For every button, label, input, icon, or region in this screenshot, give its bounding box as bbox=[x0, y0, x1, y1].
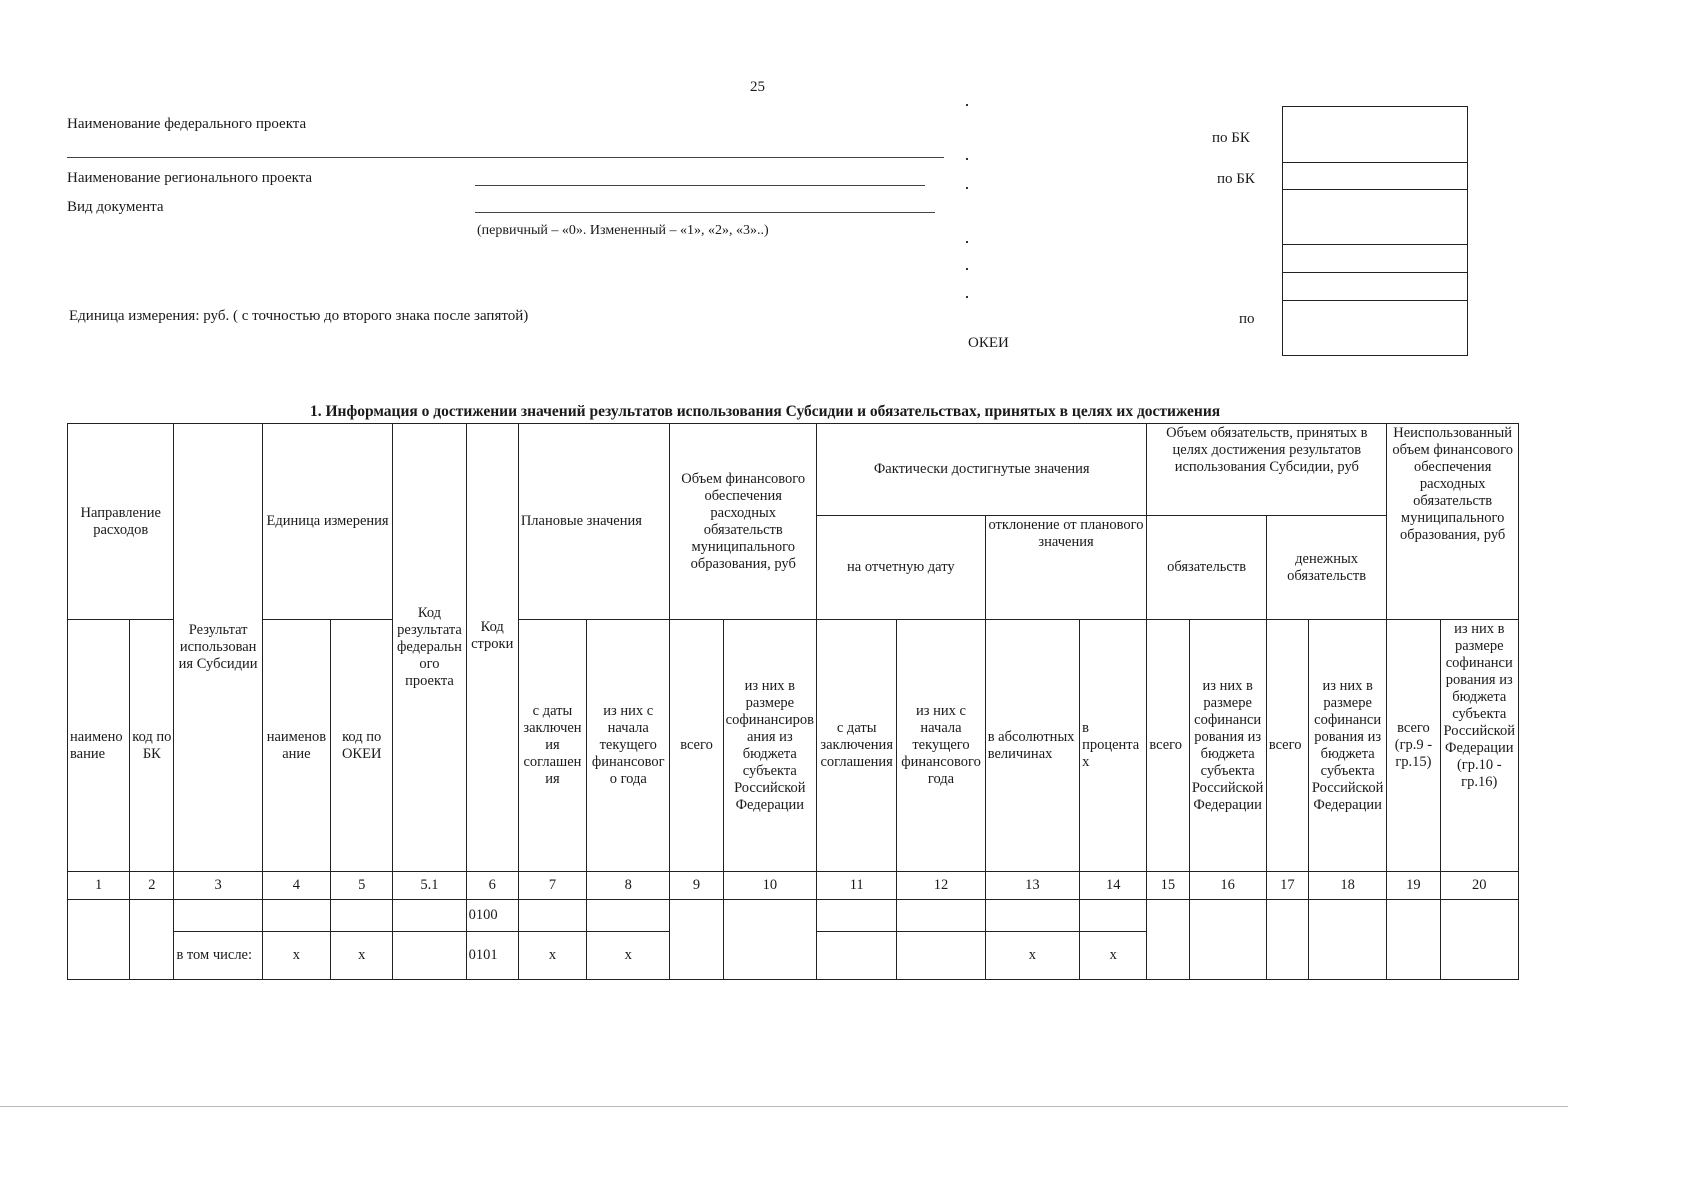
cell-input[interactable] bbox=[331, 900, 393, 932]
col-number: 19 bbox=[1387, 872, 1440, 900]
cell-input[interactable] bbox=[1080, 900, 1147, 932]
col-number: 15 bbox=[1147, 872, 1189, 900]
cell-input[interactable] bbox=[393, 932, 466, 980]
line-code-0100: 0100 bbox=[466, 900, 518, 932]
page-bottom-rule bbox=[0, 1106, 1568, 1107]
col-cofin: из них в размере софинансирования из бюджета субъекта Российской Федерации bbox=[723, 620, 816, 872]
cell-input[interactable] bbox=[174, 900, 262, 932]
header-on-date: на отчетную дату bbox=[817, 516, 986, 620]
cell-input[interactable] bbox=[262, 900, 330, 932]
cell-input[interactable] bbox=[1147, 900, 1189, 980]
col-number: 1 bbox=[68, 872, 130, 900]
col-number: 8 bbox=[587, 872, 670, 900]
cell-input[interactable] bbox=[817, 932, 897, 980]
cell-input[interactable] bbox=[985, 900, 1079, 932]
po-bk-label-2: по БК bbox=[1217, 171, 1255, 187]
cell-input[interactable] bbox=[518, 900, 586, 932]
col-from-year: из них с начала текущего финансового года bbox=[587, 620, 670, 872]
col-number: 2 bbox=[130, 872, 174, 900]
col-bk: код по БК bbox=[130, 620, 174, 872]
federal-project-label: Наименование федерального проекта bbox=[67, 116, 307, 132]
col-unused-total: всего (гр.9 - гр.15) bbox=[1387, 620, 1440, 872]
dot-mark bbox=[966, 187, 968, 189]
doc-type-label: Вид документа bbox=[67, 199, 164, 215]
x-mark: x bbox=[985, 932, 1079, 980]
cell-input[interactable] bbox=[130, 900, 174, 980]
header-obligations: Объем обязательств, принятых в целях достижения результатов использования Субсидии, руб bbox=[1147, 424, 1387, 516]
col-number: 4 bbox=[262, 872, 330, 900]
po-label: по bbox=[1239, 311, 1255, 327]
cell-input[interactable] bbox=[897, 932, 985, 980]
codes-box-divider bbox=[1283, 244, 1467, 245]
dot-mark bbox=[966, 158, 968, 160]
column-numbers-row bbox=[68, 872, 1519, 900]
col-unit-name: наименование bbox=[262, 620, 330, 872]
doc-type-hint: (первичный – «0». Измененный – «1», «2», «3»..) bbox=[477, 223, 769, 238]
col-fact-from-year: из них с начала текущего финансового года bbox=[897, 620, 985, 872]
cell-input[interactable] bbox=[1266, 900, 1308, 980]
col-number: 20 bbox=[1440, 872, 1518, 900]
x-mark: x bbox=[587, 932, 670, 980]
cell-input[interactable] bbox=[670, 900, 723, 980]
okei-label: ОКЕИ bbox=[968, 335, 1009, 351]
federal-project-field[interactable] bbox=[67, 157, 944, 158]
col-number: 7 bbox=[518, 872, 586, 900]
header-direction: Направление расходов bbox=[68, 424, 174, 620]
header-unit: Единица измерения bbox=[262, 424, 393, 620]
header-unused: Неиспользованный объем финансового обеспечения расходных обязательств муниципального образования, руб bbox=[1387, 424, 1519, 620]
header-actual: Фактически достигнутые значения bbox=[817, 424, 1147, 516]
col-number: 14 bbox=[1080, 872, 1147, 900]
header-result-code: Код результата федерального проекта bbox=[393, 424, 466, 872]
col-number: 5 bbox=[331, 872, 393, 900]
unit-label: Единица измерения: руб. ( с точностью до второго знака после запятой) bbox=[69, 308, 529, 324]
results-table bbox=[67, 423, 1519, 980]
col-number: 3 bbox=[174, 872, 262, 900]
regional-project-field[interactable] bbox=[475, 185, 925, 186]
dot-mark bbox=[966, 268, 968, 270]
cell-input[interactable] bbox=[723, 900, 816, 980]
header-result: Результат использования Субсидии bbox=[174, 424, 262, 872]
header-planned: Плановые значения bbox=[518, 424, 670, 620]
col-name: наименование bbox=[68, 620, 130, 872]
col-abs: в абсолютных величинах bbox=[985, 620, 1079, 872]
col-number: 18 bbox=[1308, 872, 1386, 900]
cell-input[interactable] bbox=[1308, 900, 1386, 980]
col-number: 6 bbox=[466, 872, 518, 900]
x-mark: x bbox=[262, 932, 330, 980]
page-number: 25 bbox=[750, 79, 765, 95]
cell-input[interactable] bbox=[1440, 900, 1518, 980]
cell-input[interactable] bbox=[587, 900, 670, 932]
header-oblig: обязательств bbox=[1147, 516, 1266, 620]
table-row bbox=[68, 900, 1519, 932]
header-funding: Объем финансового обеспечения расходных обязательств муниципального образования, руб bbox=[670, 424, 817, 620]
col-unused-cofin: из них в размере софинансирования из бюджета субъекта Российской Федерации (гр.10 - гр.16) bbox=[1440, 620, 1518, 872]
col-money-total: всего bbox=[1266, 620, 1308, 872]
cell-input[interactable] bbox=[897, 900, 985, 932]
header-money: денежных обязательств bbox=[1266, 516, 1387, 620]
cell-input[interactable] bbox=[1189, 900, 1266, 980]
col-number: 10 bbox=[723, 872, 816, 900]
line-code-0101: 0101 bbox=[466, 932, 518, 980]
dot-mark bbox=[966, 104, 968, 106]
col-okei: код по ОКЕИ bbox=[331, 620, 393, 872]
codes-box-divider bbox=[1283, 300, 1467, 301]
col-number: 12 bbox=[897, 872, 985, 900]
header-line-code: Код строки bbox=[466, 424, 518, 872]
col-number: 11 bbox=[817, 872, 897, 900]
col-from-date: с даты заключения соглашения bbox=[518, 620, 586, 872]
doc-type-field[interactable] bbox=[475, 212, 935, 213]
cell-input[interactable] bbox=[1387, 900, 1440, 980]
col-fact-from-date: с даты заключения соглашения bbox=[817, 620, 897, 872]
col-number: 13 bbox=[985, 872, 1079, 900]
col-total: всего bbox=[670, 620, 723, 872]
col-oblig-cofin: из них в размере софинансирования из бюджета субъекта Российской Федерации bbox=[1189, 620, 1266, 872]
cell-input[interactable] bbox=[817, 900, 897, 932]
dot-mark bbox=[966, 241, 968, 243]
cell-input[interactable] bbox=[393, 900, 466, 932]
codes-box-divider bbox=[1283, 162, 1467, 163]
col-number: 17 bbox=[1266, 872, 1308, 900]
col-money-cofin: из них в размере софинансирования из бюджета субъекта Российской Федерации bbox=[1308, 620, 1386, 872]
regional-project-label: Наименование регионального проекта bbox=[67, 170, 313, 186]
col-pct: в процентах bbox=[1080, 620, 1147, 872]
section-title: 1. Информация о достижении значений результатов использования Субсидии и обязательствах, принятых в целях их достижения bbox=[310, 403, 1221, 420]
col-number: 9 bbox=[670, 872, 723, 900]
col-number: 5.1 bbox=[393, 872, 466, 900]
codes-box-divider bbox=[1283, 189, 1467, 190]
x-mark: x bbox=[331, 932, 393, 980]
col-oblig-total: всего bbox=[1147, 620, 1189, 872]
x-mark: x bbox=[518, 932, 586, 980]
row-label-including: в том числе: bbox=[174, 932, 262, 980]
cell-input[interactable] bbox=[68, 900, 130, 980]
header-deviation: отклонение от планового значения bbox=[985, 516, 1147, 620]
col-number: 16 bbox=[1189, 872, 1266, 900]
dot-mark bbox=[966, 296, 968, 298]
codes-box[interactable] bbox=[1282, 106, 1468, 356]
codes-box-divider bbox=[1283, 272, 1467, 273]
po-bk-label-1: по БК bbox=[1212, 130, 1250, 146]
x-mark: x bbox=[1080, 932, 1147, 980]
